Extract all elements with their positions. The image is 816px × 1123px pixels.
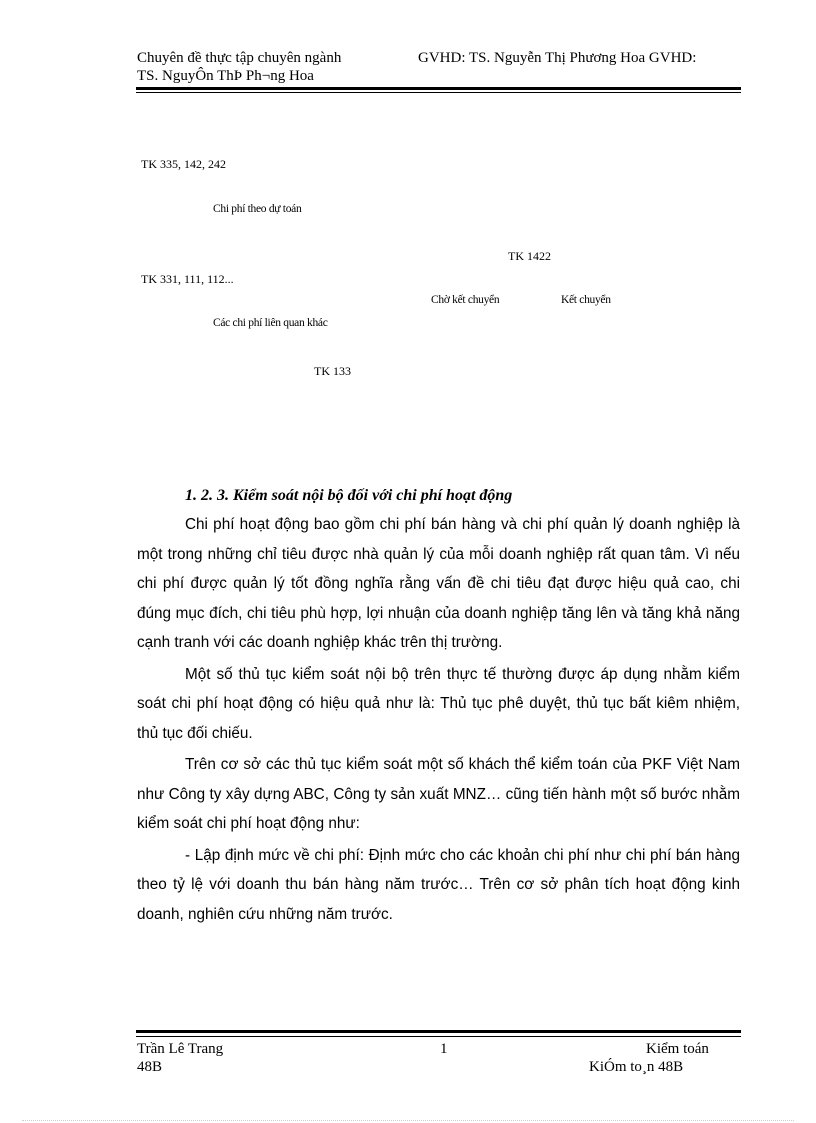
header-rule-thin bbox=[136, 92, 741, 93]
footer-dept: Kiểm toán bbox=[646, 1041, 709, 1057]
label-tk-133: TK 133 bbox=[314, 364, 351, 378]
label-chi-phi-du-toan: Chi phí theo dự toán bbox=[213, 203, 302, 215]
label-cho-ket-chuyen: Chờ kết chuyển bbox=[431, 294, 500, 306]
section-heading: 1. 2. 3. Kiểm soát nội bộ đối với chi phí hoạt động bbox=[185, 487, 513, 504]
header-supervisor-legacy: TS. NguyÔn ThÞ Ph¬ng Hoa bbox=[137, 68, 314, 84]
footer-rule-thick bbox=[136, 1030, 741, 1033]
header-topic: Chuyên đề thực tập chuyên ngành bbox=[137, 50, 342, 66]
paragraph: Một số thủ tục kiểm soát nội bộ trên thực tế thường được áp dụng nhằm kiểm soát chi phí hoạt động có hiệu quả như là: Thủ tục phê duyệt, thủ tục bất kiêm nhiệm, thủ tục đối chiếu. bbox=[137, 665, 740, 742]
paragraph: Chi phí hoạt động bao gồm chi phí bán hàng và chi phí quản lý doanh nghiệp là một trong những chỉ tiêu được nhà quản lý của mỗi doanh nghiệp rất quan tâm. Vì nếu chi phí được quản lý tốt đồng nghĩa rằng vấn đề chi tiêu đạt được hiệu quả cao, chi đúng mục đích, chi tiêu phù hợp, lợi nhuận của doanh nghiệp tăng lên và tăng khả năng cạnh tranh với các doanh nghiệp khác trên thị trường. bbox=[137, 516, 740, 651]
footer-rule-thin bbox=[136, 1036, 741, 1037]
footer-class: 48B bbox=[137, 1059, 163, 1075]
page-edge-dotted bbox=[22, 1120, 794, 1121]
label-tk-1422: TK 1422 bbox=[508, 249, 551, 263]
footer-dept-legacy: KiÓm to¸n 48B bbox=[589, 1059, 684, 1075]
section-body bbox=[137, 510, 740, 931]
page-number: 1 bbox=[440, 1041, 448, 1057]
label-chi-phi-lien-quan: Các chi phí liên quan khác bbox=[213, 317, 328, 329]
paragraph: Trên cơ sở các thủ tục kiểm soát một số khách thể kiểm toán của PKF Việt Nam như Công ty xây dựng ABC, Công ty sản xuất MNZ… cũng tiến hành một số bước nhằm kiểm soát chi phí hoạt động như: bbox=[137, 756, 740, 832]
label-tk-331: TK 331, 111, 112... bbox=[141, 272, 234, 286]
label-ket-chuyen: Kết chuyển bbox=[561, 294, 611, 306]
header-rule-thick bbox=[136, 87, 741, 90]
header-supervisor: GVHD: TS. Nguyễn Thị Phương Hoa GVHD: bbox=[418, 50, 697, 66]
footer-author: Trần Lê Trang bbox=[137, 1041, 224, 1057]
label-tk-335: TK 335, 142, 242 bbox=[141, 157, 226, 171]
paragraph: - Lập định mức về chi phí: Định mức cho các khoản chi phí như chi phí bán hàng theo tỷ lệ với doanh thu bán hàng năm trước… Trên cơ sở phân tích hoạt động kinh doanh, nghiên cứu những năm trước. bbox=[137, 846, 740, 923]
